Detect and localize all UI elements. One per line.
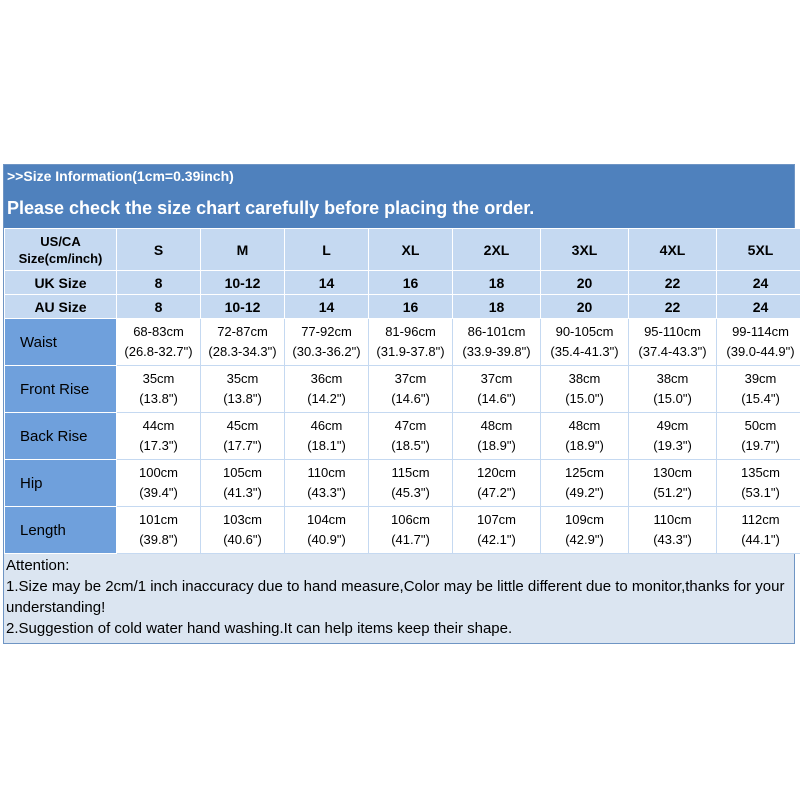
size-value: 10-12 [201, 295, 285, 319]
measurement-cm: 47cm [394, 418, 427, 433]
measurement-cell [629, 413, 717, 460]
measurement-cm: 112cm [741, 512, 780, 527]
measurement-inch: (18.9") [565, 438, 604, 453]
size-value: 14 [285, 295, 369, 319]
measurement-inch: (19.7") [741, 438, 780, 453]
measurement-inch: (40.6") [223, 532, 262, 547]
measurement-inch: (31.9-37.8") [376, 344, 445, 359]
measurement-inch: (47.2") [477, 485, 516, 500]
size-system-label [5, 229, 117, 271]
measurement-cm: 120cm [476, 465, 517, 480]
measurement-inch: (30.3-36.2") [292, 344, 361, 359]
measurement-cm: 35cm [226, 371, 259, 386]
attention-title: Attention: [6, 557, 70, 574]
measurement-cm: 36cm [310, 371, 343, 386]
measurement-cm: 86-101cm [467, 324, 526, 339]
measurement-cm: 106cm [390, 512, 431, 527]
measurement-cell [117, 319, 201, 366]
measurement-cm: 48cm [480, 418, 513, 433]
measurement-cm: 38cm [656, 371, 689, 386]
size-system-label-line: US/CA [40, 233, 81, 249]
measurement-cell [285, 366, 369, 413]
attention-note-1: 1.Size may be 2cm/1 inch inaccuracy due to hand measure,Color may be little different due to monitor,thanks for your understanding! [6, 578, 785, 616]
measurement-cm: 35cm [142, 371, 175, 386]
size-value: 8 [117, 271, 201, 295]
measurement-cm: 125cm [564, 465, 605, 480]
measurement-inch: (17.3") [139, 438, 178, 453]
size-value: M [201, 229, 285, 271]
size-value: 10-12 [201, 271, 285, 295]
measurement-cm: 107cm [476, 512, 517, 527]
measurement-cell [285, 460, 369, 507]
measurement-cell [541, 366, 629, 413]
size-chart-warning: Please check the size chart carefully before placing the order. [7, 198, 535, 218]
measurement-inch: (18.9") [477, 438, 516, 453]
size-value: 22 [629, 271, 717, 295]
size-value: S [117, 229, 201, 271]
measurement-cell [453, 460, 541, 507]
measurement-inch: (49.2") [565, 485, 604, 500]
size-value: 24 [717, 271, 800, 295]
measurement-cm: 44cm [142, 418, 175, 433]
measurement-cm: 50cm [744, 418, 777, 433]
measurement-cm: 72-87cm [217, 324, 268, 339]
measurement-inch: (26.8-32.7") [124, 344, 193, 359]
measurement-inch: (28.3-34.3") [208, 344, 277, 359]
measurement-inch: (14.6") [391, 391, 430, 406]
measurement-cell [369, 413, 453, 460]
measurement-cm: 99-114cm [732, 324, 789, 339]
measurement-inch: (37.4-43.3") [638, 344, 707, 359]
measurement-cell [285, 319, 369, 366]
measurement-cell [285, 507, 369, 554]
size-value: 20 [541, 271, 629, 295]
measurement-inch: (41.7") [391, 532, 430, 547]
measurement-cell [717, 507, 800, 554]
measurement-cm: 90-105cm [555, 324, 614, 339]
measurement-inch: (53.1") [741, 485, 780, 500]
measurement-inch: (14.6") [477, 391, 516, 406]
measurement-inch: (51.2") [653, 485, 692, 500]
measurement-cell [717, 460, 800, 507]
measurement-inch: (19.3") [653, 438, 692, 453]
size-system-label: UK Size [5, 271, 117, 295]
measurement-cm: 48cm [568, 418, 601, 433]
size-value: 8 [117, 295, 201, 319]
measurement-cell [201, 319, 285, 366]
measurement-row [5, 413, 800, 460]
measurement-cm: 135cm [740, 465, 781, 480]
measurement-cm: 37cm [394, 371, 427, 386]
measurement-inch: (41.3") [223, 485, 262, 500]
measurement-cell [201, 460, 285, 507]
measurement-cm: 46cm [310, 418, 343, 433]
size-header-row [5, 295, 800, 319]
measurement-cell [541, 319, 629, 366]
measurement-label: Hip [5, 460, 117, 507]
size-value: 5XL [717, 229, 800, 271]
measurement-row [5, 319, 800, 366]
measurement-cell [117, 460, 201, 507]
measurement-inch: (42.1") [477, 532, 516, 547]
measurement-label: Length [5, 507, 117, 554]
measurement-cm: 68-83cm [133, 324, 184, 339]
measurement-cm: 101cm [138, 512, 179, 527]
size-value: 16 [369, 271, 453, 295]
measurement-cm: 81-96cm [385, 324, 436, 339]
attention-notes [4, 554, 794, 643]
measurement-inch: (43.3") [653, 532, 692, 547]
measurement-inch: (15.0") [653, 391, 692, 406]
measurement-cm: 130cm [652, 465, 693, 480]
size-value: 3XL [541, 229, 629, 271]
measurement-cell [117, 507, 201, 554]
measurement-cm: 38cm [568, 371, 601, 386]
measurement-cell [453, 366, 541, 413]
measurement-cm: 45cm [226, 418, 259, 433]
measurement-cell [117, 366, 201, 413]
measurement-inch: (18.1") [307, 438, 346, 453]
measurement-cm: 110cm [307, 465, 346, 480]
size-value: 24 [717, 295, 800, 319]
measurement-cell [717, 319, 800, 366]
size-value: XL [369, 229, 453, 271]
size-system-label-line: Size(cm/inch) [18, 250, 103, 266]
measurement-cell [629, 460, 717, 507]
size-value: 2XL [453, 229, 541, 271]
measurement-inch: (15.4") [741, 391, 780, 406]
measurement-inch: (13.8") [139, 391, 178, 406]
measurement-cm: 37cm [480, 371, 513, 386]
measurement-cell [541, 507, 629, 554]
measurement-inch: (18.5") [391, 438, 430, 453]
measurement-cm: 103cm [222, 512, 263, 527]
attention-note-2: 2.Suggestion of cold water hand washing.It can help items keep their shape. [6, 620, 513, 637]
measurement-inch: (35.4-41.3") [550, 344, 619, 359]
measurement-inch: (33.9-39.8") [462, 344, 531, 359]
measurement-cm: 95-110cm [644, 324, 701, 339]
size-value: 18 [453, 295, 541, 319]
size-info-title: >>Size Information(1cm=0.39inch) [7, 168, 234, 184]
measurement-cell [453, 319, 541, 366]
measurement-cell [201, 507, 285, 554]
size-system-label: AU Size [5, 295, 117, 319]
measurement-inch: (39.4") [139, 485, 178, 500]
measurement-cell [369, 319, 453, 366]
measurement-cell [629, 366, 717, 413]
measurement-cell [629, 507, 717, 554]
measurement-cm: 109cm [564, 512, 605, 527]
size-value: 22 [629, 295, 717, 319]
size-header-row [5, 229, 800, 271]
measurement-inch: (13.8") [223, 391, 262, 406]
measurement-cell [453, 413, 541, 460]
measurement-cell [369, 366, 453, 413]
measurement-row [5, 460, 800, 507]
size-header-row [5, 271, 800, 295]
measurement-row [5, 366, 800, 413]
size-value: 4XL [629, 229, 717, 271]
size-value: L [285, 229, 369, 271]
measurement-cell [285, 413, 369, 460]
measurement-label: Waist [5, 319, 117, 366]
measurement-cell [717, 366, 800, 413]
measurement-cell [369, 507, 453, 554]
measurement-inch: (15.0") [565, 391, 604, 406]
measurement-cell [629, 319, 717, 366]
size-value: 16 [369, 295, 453, 319]
measurement-cm: 104cm [306, 512, 347, 527]
size-chart [3, 164, 795, 644]
measurement-cm: 105cm [222, 465, 263, 480]
measurement-row [5, 507, 800, 554]
measurement-cell [541, 460, 629, 507]
measurement-inch: (40.9") [307, 532, 346, 547]
measurement-cell [717, 413, 800, 460]
measurement-inch: (43.3") [307, 485, 346, 500]
size-table [4, 228, 800, 554]
measurement-inch: (42.9") [565, 532, 604, 547]
measurement-label: Back Rise [5, 413, 117, 460]
measurement-cm: 49cm [656, 418, 689, 433]
size-value: 20 [541, 295, 629, 319]
measurement-cm: 39cm [744, 371, 777, 386]
measurement-cell [117, 413, 201, 460]
measurement-inch: (44.1") [741, 532, 780, 547]
measurement-cm: 115cm [391, 465, 430, 480]
size-info-banner [4, 165, 794, 228]
measurement-inch: (45.3") [391, 485, 430, 500]
size-value: 14 [285, 271, 369, 295]
measurement-label: Front Rise [5, 366, 117, 413]
measurement-inch: (14.2") [307, 391, 346, 406]
measurement-cm: 77-92cm [301, 324, 352, 339]
measurement-cell [541, 413, 629, 460]
size-value: 18 [453, 271, 541, 295]
measurement-cm: 110cm [653, 512, 692, 527]
measurement-inch: (17.7") [223, 438, 262, 453]
measurement-inch: (39.8") [139, 532, 178, 547]
measurement-cm: 100cm [138, 465, 179, 480]
measurement-inch: (39.0-44.9") [726, 344, 795, 359]
measurement-cell [369, 460, 453, 507]
measurement-cell [453, 507, 541, 554]
measurement-cell [201, 413, 285, 460]
measurement-cell [201, 366, 285, 413]
